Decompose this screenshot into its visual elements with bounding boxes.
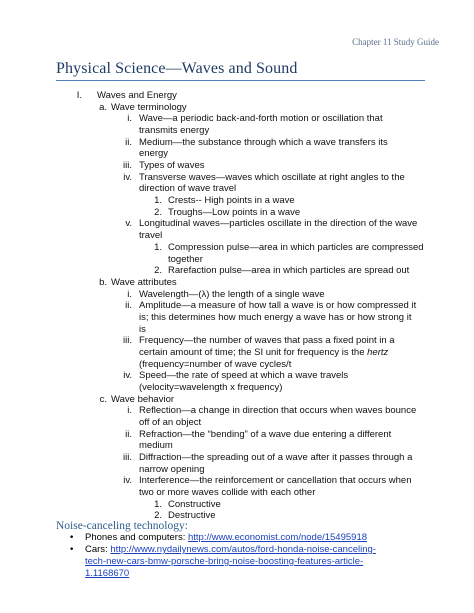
outline-marker: 2. <box>154 206 162 218</box>
section-heading-noise: Noise-canceling technology: <box>56 520 188 532</box>
bullet-icon: • <box>69 545 75 555</box>
cars-link-continued <box>85 556 363 568</box>
outline-line: Types of waves <box>139 160 205 172</box>
outline-marker: 2. <box>154 265 162 277</box>
phones-label: Phones and computers: <box>85 532 188 543</box>
page-title: Physical Science—Waves and Sound <box>56 60 298 77</box>
outline-line: Compression pulse—area in which particles are compressed <box>168 241 424 253</box>
outline-line: Diffraction—the spreading out of a wave after it passes through a <box>139 452 413 464</box>
outline-marker: ii. <box>125 136 132 148</box>
outline-line: Interference—the reinforcement or cancellation that occurs when <box>139 475 412 487</box>
outline-marker: iv. <box>123 370 132 382</box>
outline-line: Reflection—a change in direction that occurs when waves bounce <box>139 405 417 417</box>
outline-line: Constructive <box>168 498 221 510</box>
outline-line: Speed—the rate of speed at which a wave travels <box>139 370 349 382</box>
outline-marker: ii. <box>125 428 132 440</box>
outline-marker: i. <box>127 288 132 300</box>
outline-line: energy <box>139 148 169 160</box>
outline-marker: iii. <box>123 160 132 172</box>
outline-line: Refraction—the “bending” of a wave due entering a different <box>139 428 392 440</box>
outline-line: Rarefaction pulse—area in which particles are spread out <box>168 265 410 277</box>
page-header: Chapter 11 Study Guide <box>352 37 439 47</box>
outline-line: is; this determines how much energy a wave has or how strong it <box>139 311 412 323</box>
outline-marker: 1. <box>154 498 162 510</box>
list-item-cars <box>85 544 376 556</box>
outline-marker: ii. <box>125 300 132 312</box>
cars-link-continued <box>85 568 129 580</box>
list-item-phones <box>85 532 367 544</box>
outline-line: medium <box>139 440 173 452</box>
outline-marker: i. <box>127 405 132 417</box>
cars-link-part-3[interactable]: 1.1168670 <box>85 568 130 579</box>
outline-line: narrow opening <box>139 463 205 475</box>
phones-link[interactable]: http://www.economist.com/node/15495918 <box>187 532 368 543</box>
outline-marker: 1. <box>154 195 162 207</box>
outline-line: Destructive <box>168 510 216 522</box>
outline-line: Crests-- High points in a wave <box>168 195 295 207</box>
outline-line: together <box>168 253 203 265</box>
outline-line: Longitudinal waves—particles oscillate in the direction of the wave <box>139 218 418 230</box>
outline-line: (frequency=number of wave cycles/t <box>139 358 292 370</box>
outline-line: Waves and Energy <box>97 90 177 101</box>
outline-line: travel <box>139 230 163 242</box>
outline-line: Troughs—Low points in a wave <box>168 206 301 218</box>
outline-line: Wavelength—(λ) the length of a single wave <box>139 288 325 300</box>
outline-line: transmits energy <box>139 125 210 137</box>
outline-marker: iv. <box>123 475 132 487</box>
outline-line: Wave behavior <box>111 393 175 405</box>
outline-marker: 1. <box>154 241 162 253</box>
outline-marker: iii. <box>123 452 132 464</box>
outline-line: Transverse waves—waves which oscillate at right angles to the <box>139 171 405 183</box>
outline-line: Medium—the substance through which a wave transfers its <box>139 136 388 148</box>
outline-line: Wave terminology <box>111 101 187 113</box>
outline-marker: b. <box>99 276 107 288</box>
cars-link-part-2[interactable]: tech-new-cars-bmw-porsche-bring-noise-boosting-features-article- <box>85 556 364 567</box>
outline-line: (velocity=wavelength x frequency) <box>139 382 283 393</box>
outline-line: off of an object <box>139 417 202 429</box>
outline-line: is <box>139 323 146 335</box>
outline-line: two or more waves collide with each other <box>139 487 316 499</box>
outline-marker: a. <box>99 101 107 113</box>
outline-line: certain amount of time; the SI unit for frequency is the hertz <box>139 346 389 358</box>
outline-line: Frequency—the number of waves that pass a fixed point in a <box>139 335 395 347</box>
outline-line: Wave attributes <box>111 276 177 288</box>
outline-marker: v. <box>125 218 132 230</box>
outline-marker: c. <box>99 393 107 405</box>
outline-marker: i. <box>127 113 132 125</box>
outline-line: Amplitude—a measure of how tall a wave is or how compressed it <box>139 300 417 312</box>
outline-marker: I. <box>76 90 82 101</box>
outline-marker: iv. <box>123 171 132 183</box>
outline-line: Wave—a periodic back-and-forth motion or oscillation that <box>139 113 383 125</box>
outline-marker: 2. <box>154 510 162 522</box>
bullet-icon: • <box>69 533 75 543</box>
cars-label: Cars: <box>85 544 111 555</box>
outline-line: direction of wave travel <box>139 183 237 195</box>
outline-marker: iii. <box>123 335 132 347</box>
cars-link[interactable]: http://www.nydailynews.com/autos/ford-honda-noise-canceling- <box>110 544 376 555</box>
